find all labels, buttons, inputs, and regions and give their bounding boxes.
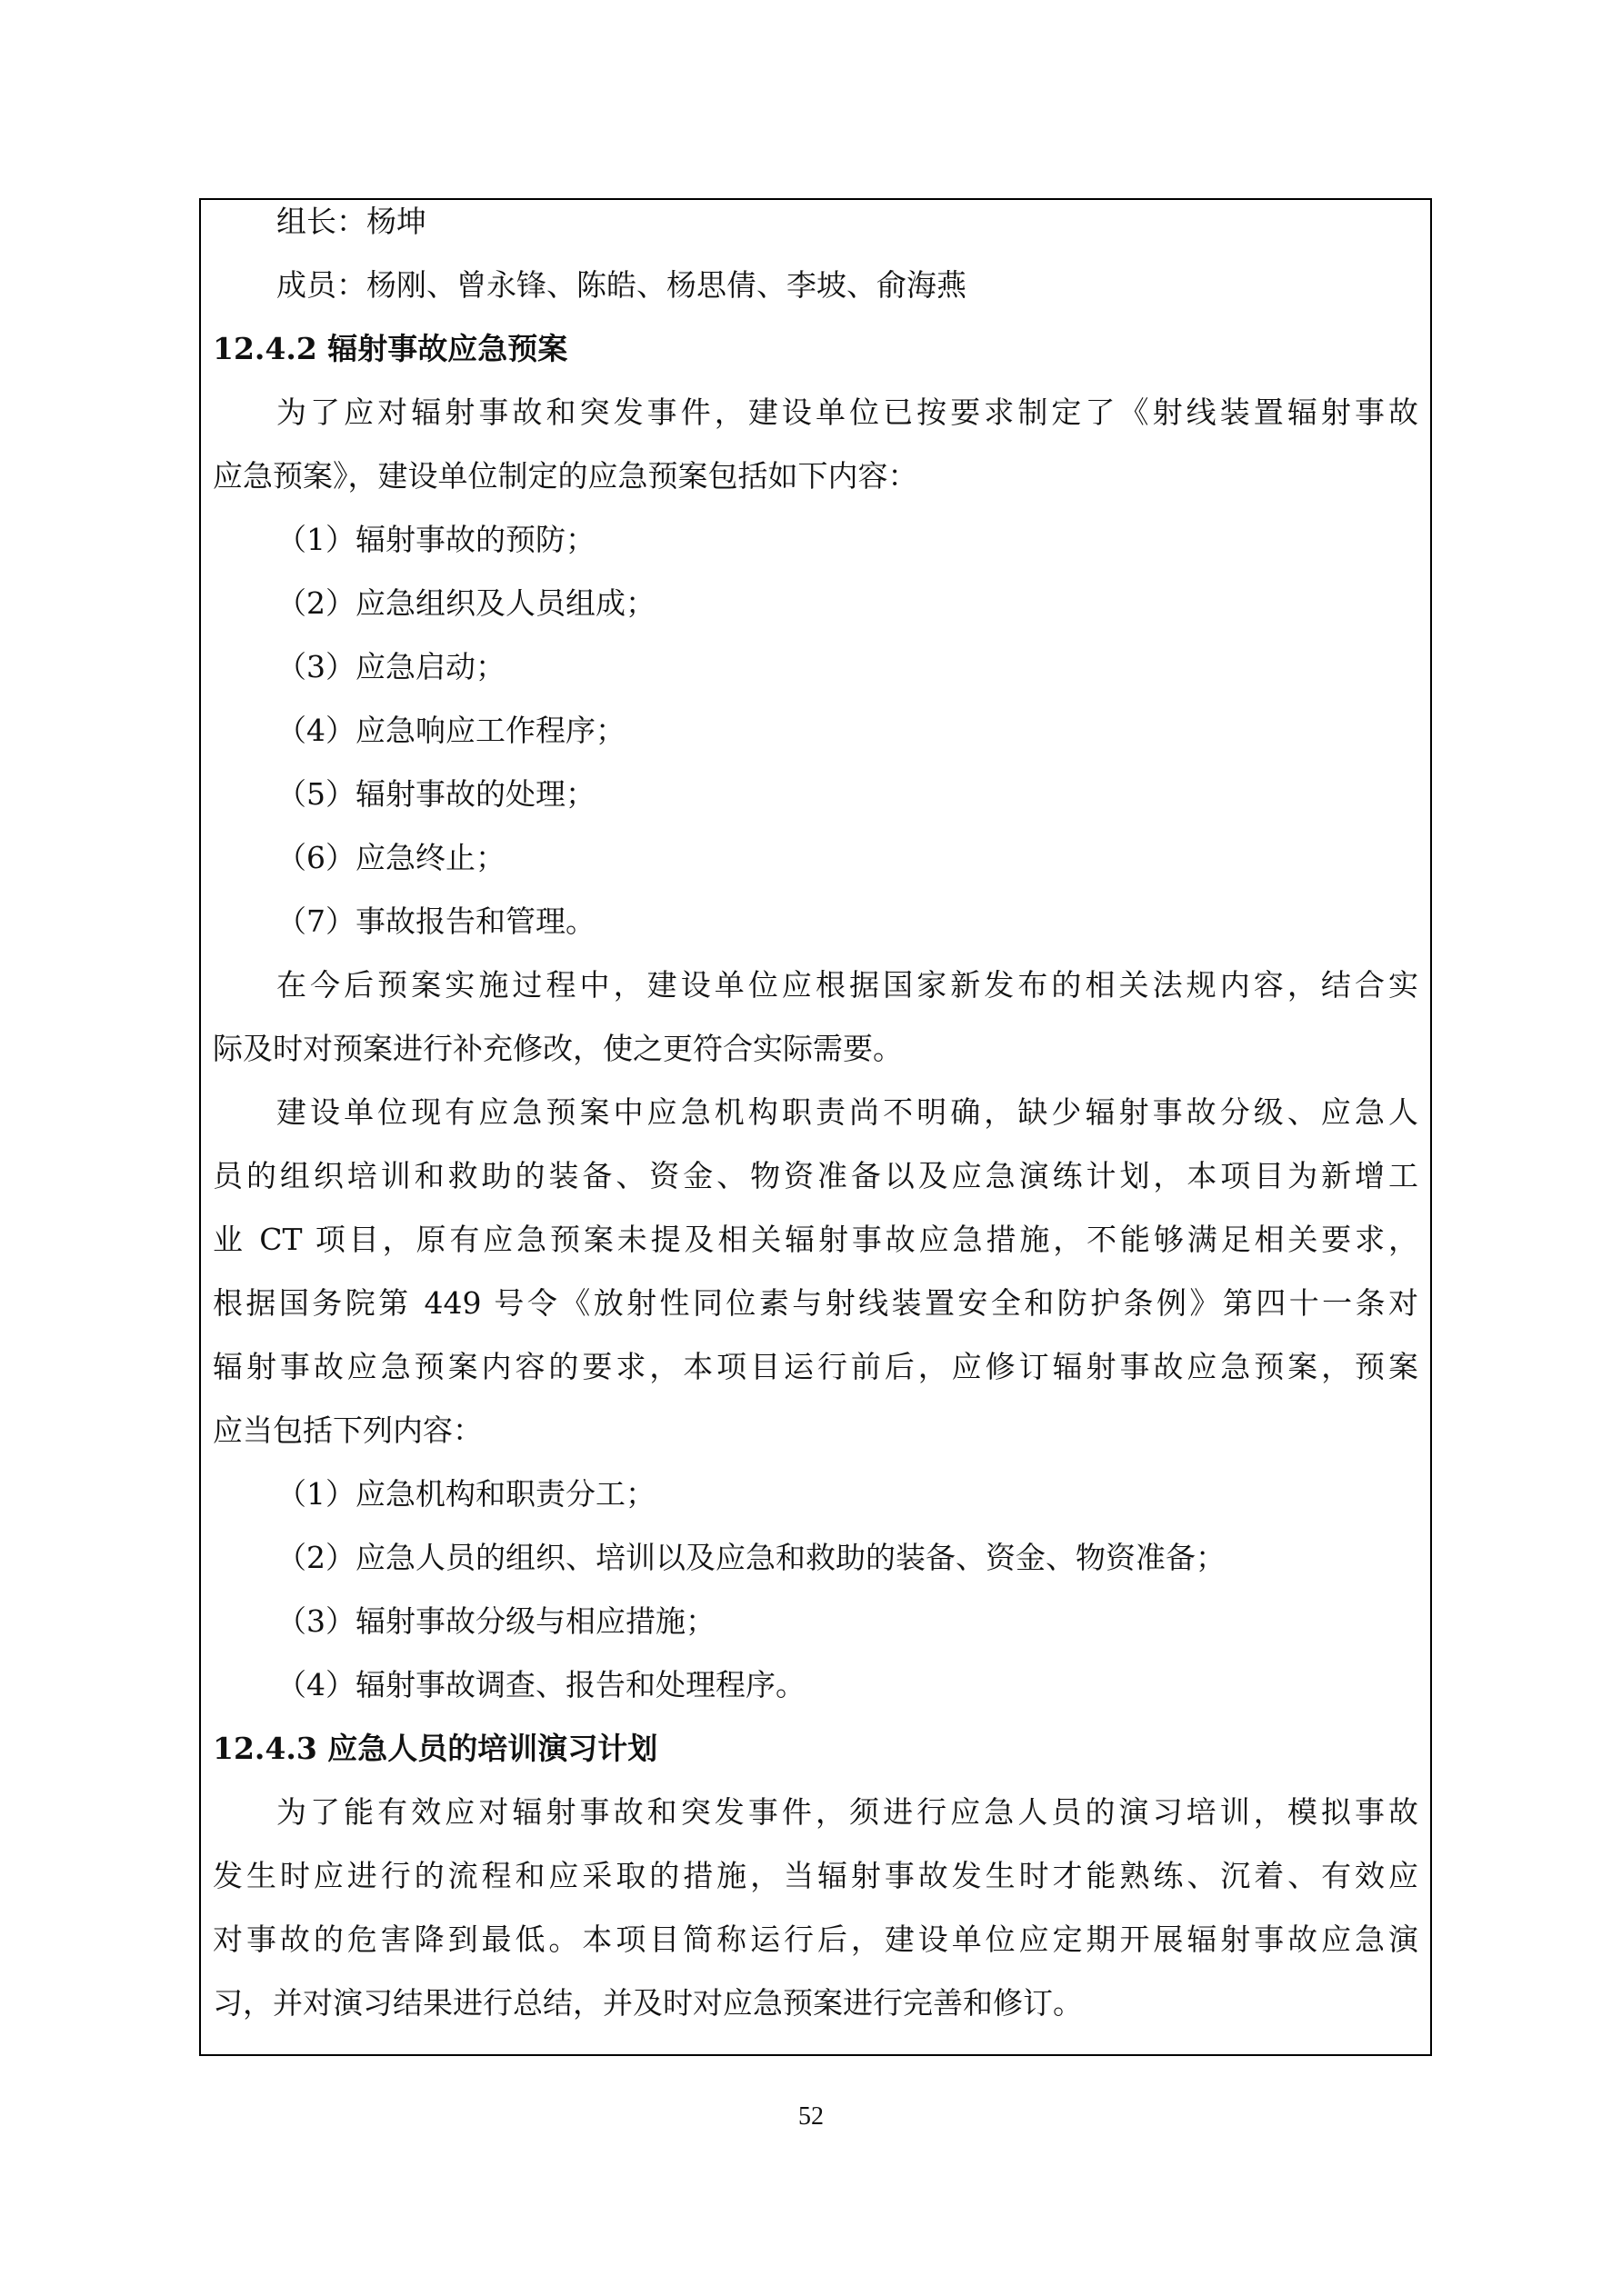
paragraph-line: 际及时对预案进行补充修改，使之更符合实际需要。	[213, 1031, 903, 1066]
list-item: （3）辐射事故分级与相应措施；	[276, 1603, 716, 1639]
paragraph-line: 对事故的危害降到最低。本项目简称运行后，建设单位应定期开展辐射事故应急演	[213, 1922, 1418, 1957]
section-heading-12-4-2: 12.4.2 辐射事故应急预案	[213, 331, 568, 366]
paragraph-line: 应当包括下列内容：	[213, 1413, 483, 1448]
paragraph-line: 习，并对演习结果进行总结，并及时对应急预案进行完善和修订。	[213, 1985, 1083, 2021]
paragraph-line: 业 CT 项目，原有应急预案未提及相关辐射事故应急措施，不能够满足相关要求，	[213, 1222, 1418, 1257]
paragraph-line: 辐射事故应急预案内容的要求，本项目运行前后，应修订辐射事故应急预案，预案	[213, 1349, 1418, 1384]
paragraph-line: 为了能有效应对辐射事故和突发事件，须进行应急人员的演习培训，模拟事故	[276, 1794, 1418, 1830]
list-item: （7）事故报告和管理。	[276, 903, 596, 939]
team-members: 成员：杨刚、曾永锋、陈皓、杨思倩、李坡、俞海燕	[276, 267, 966, 303]
list-item: （2）应急人员的组织、培训以及应急和救助的装备、资金、物资准备；	[276, 1540, 1226, 1575]
team-leader: 组长：杨坤	[276, 204, 426, 239]
section-heading-12-4-3: 12.4.3 应急人员的培训演习计划	[213, 1731, 658, 1766]
paragraph-line: 发生时应进行的流程和应采取的措施，当辐射事故发生时才能熟练、沉着、有效应	[213, 1858, 1418, 1893]
list-item: （4）辐射事故调查、报告和处理程序。	[276, 1667, 806, 1702]
list-item: （3）应急启动；	[276, 649, 506, 684]
page-number: 52	[798, 2102, 824, 2131]
paragraph-line: 员的组织培训和救助的装备、资金、物资准备以及应急演练计划，本项目为新增工	[213, 1158, 1418, 1193]
list-item: （6）应急终止；	[276, 840, 506, 875]
paragraph-line: 在今后预案实施过程中，建设单位应根据国家新发布的相关法规内容，结合实	[276, 967, 1418, 1003]
paragraph-line: 根据国务院第 449 号令《放射性同位素与射线装置安全和防护条例》第四十一条对	[213, 1285, 1418, 1321]
list-item: （4）应急响应工作程序；	[276, 713, 626, 748]
list-item: （2）应急组织及人员组成；	[276, 585, 656, 621]
paragraph-line: 应急预案》，建设单位制定的应急预案包括如下内容：	[213, 458, 918, 494]
list-item: （1）辐射事故的预防；	[276, 522, 596, 557]
list-item: （1）应急机构和职责分工；	[276, 1476, 656, 1512]
paragraph-line: 建设单位现有应急预案中应急机构职责尚不明确，缺少辐射事故分级、应急人	[276, 1094, 1418, 1130]
paragraph-line: 为了应对辐射事故和突发事件，建设单位已按要求制定了《射线装置辐射事故	[276, 394, 1418, 430]
list-item: （5）辐射事故的处理；	[276, 776, 596, 812]
